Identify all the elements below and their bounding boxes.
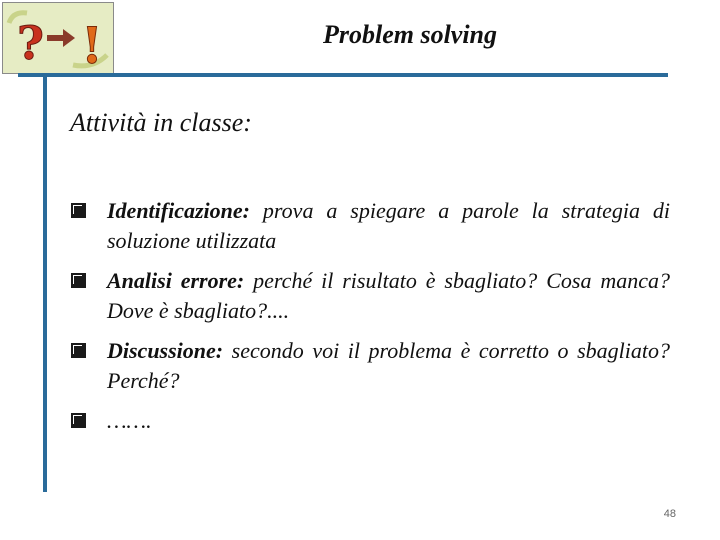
header-rule	[18, 73, 668, 77]
section-heading: Attività in classe:	[70, 108, 252, 137]
list-item	[70, 266, 670, 326]
list-item	[70, 336, 670, 396]
bullet-text: perché il risultato è sbagliato? Cosa manca? Dove è sbagliato?....	[107, 268, 670, 323]
checkbox-bullet-icon	[71, 273, 86, 288]
list-item	[70, 406, 670, 436]
checkbox-bullet-icon	[71, 203, 86, 218]
checkbox-bullet-icon	[71, 413, 86, 428]
bullet-term: Discussione:	[107, 338, 224, 363]
svg-text:!: !	[81, 16, 103, 74]
checkbox-bullet-icon	[71, 343, 86, 358]
page-number: 48	[663, 508, 676, 520]
bullet-list	[70, 196, 670, 446]
list-item	[70, 196, 670, 256]
left-rule	[43, 76, 47, 492]
svg-text:?: ?	[17, 16, 44, 70]
slide-title: Problem solving	[322, 20, 498, 49]
question-to-exclamation-icon	[3, 3, 114, 74]
problem-solving-logo	[2, 2, 114, 74]
bullet-term: Analisi errore:	[107, 268, 245, 293]
bullet-text: secondo voi il problema è corretto o sbagliato? Perché?	[107, 338, 670, 393]
bullet-text: prova a spiegare a parole la strategia di soluzione utilizzata	[107, 198, 670, 253]
bullet-text: …….	[107, 408, 152, 433]
bullet-term: Identificazione:	[107, 198, 250, 223]
